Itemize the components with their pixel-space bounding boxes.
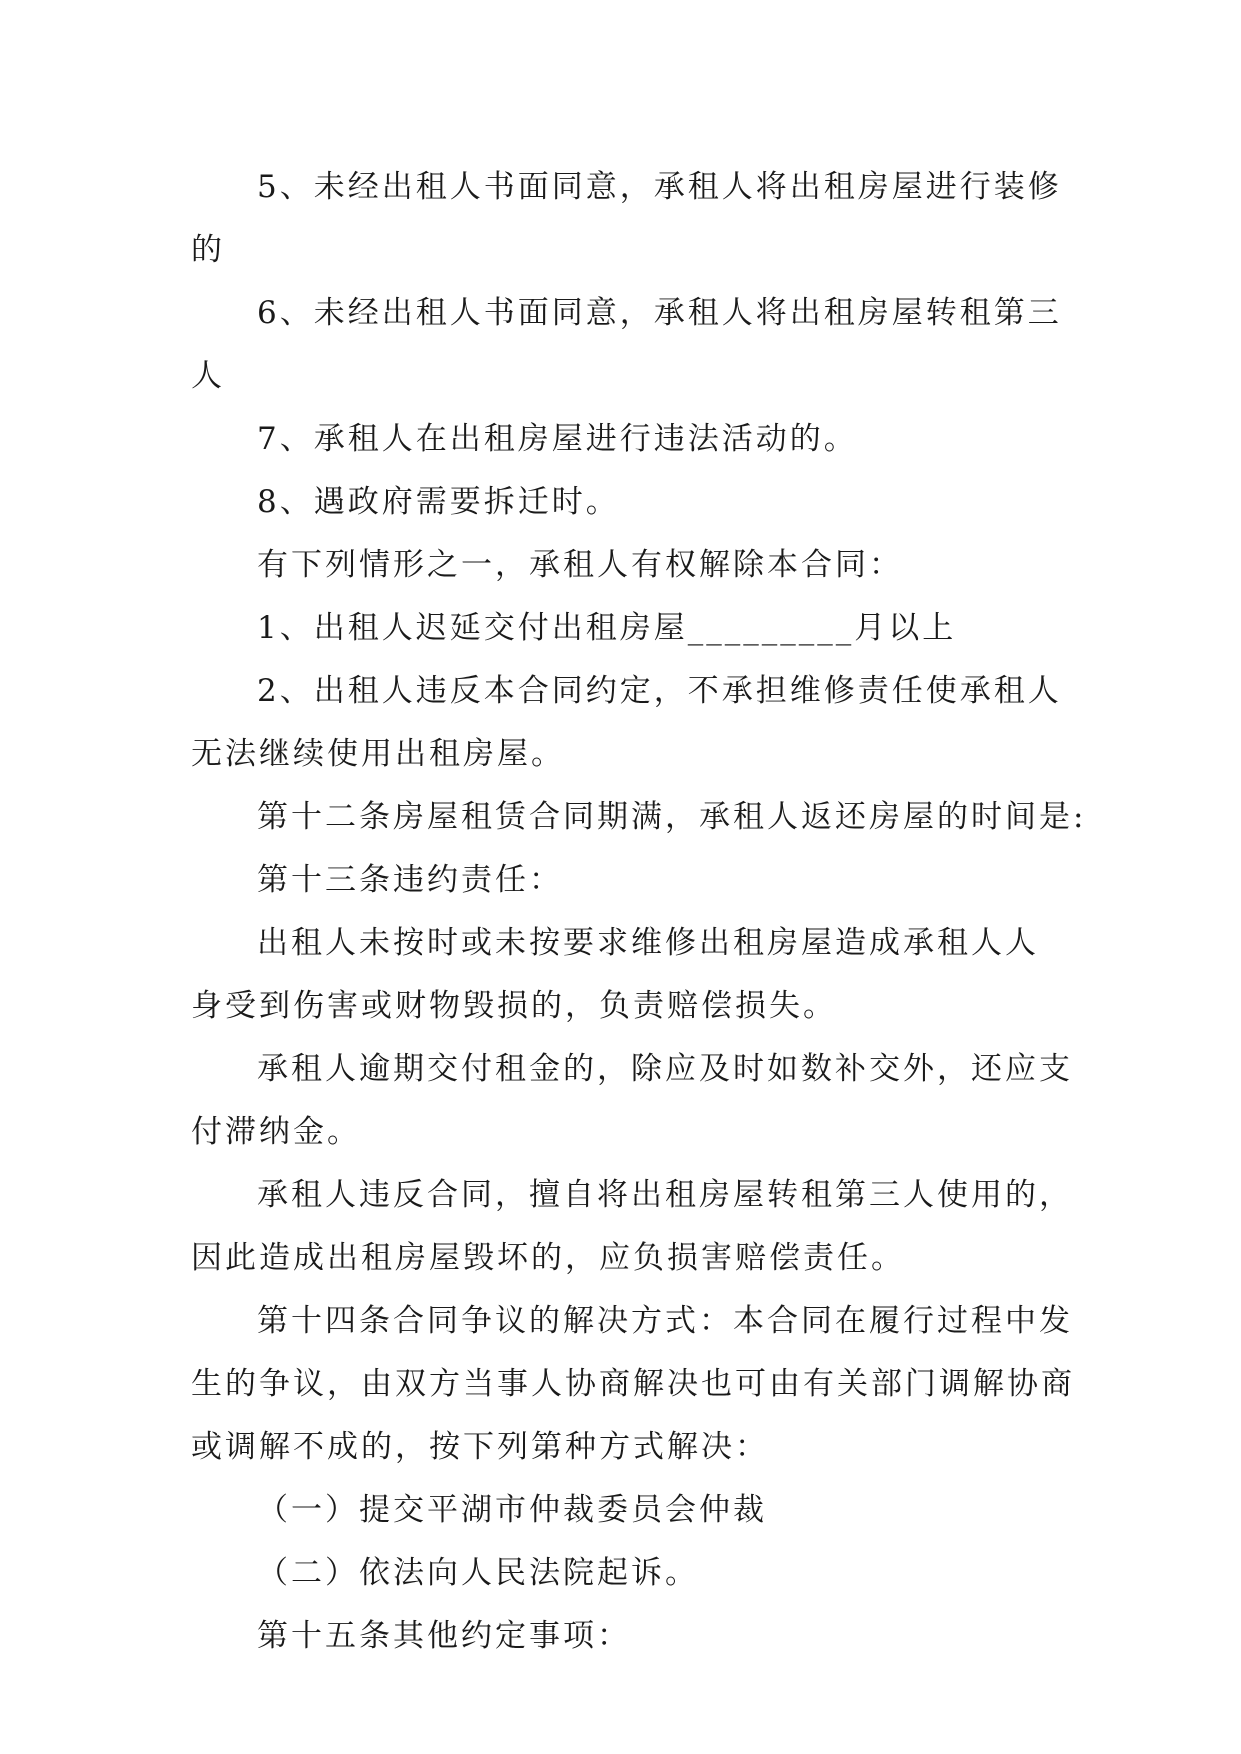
document-body bbox=[191, 156, 1087, 1668]
text-line: 第十三条违约责任： bbox=[257, 862, 563, 898]
text-line: （一）提交平湖市仲裁委员会仲裁 bbox=[257, 1492, 767, 1528]
text-line: 出租人未按时或未按要求维修出租房屋造成承租人人 bbox=[257, 925, 1039, 961]
text-line: 生的争议，由双方当事人协商解决也可由有关部门调解协商 bbox=[191, 1366, 1075, 1402]
text-line: 身受到伤害或财物毁损的，负责赔偿损失。 bbox=[191, 988, 837, 1024]
text-line: 承租人违反合同，擅自将出租房屋转租第三人使用的， bbox=[257, 1177, 1073, 1213]
text-line: 第十四条合同争议的解决方式：本合同在履行过程中发 bbox=[257, 1303, 1073, 1339]
text-line: 6、未经出租人书面同意，承租人将出租房屋转租第三 bbox=[257, 295, 1062, 331]
text-line: 付滞纳金。 bbox=[191, 1114, 361, 1150]
text-line: 5、未经出租人书面同意，承租人将出租房屋进行装修 bbox=[257, 169, 1062, 205]
text-line: 有下列情形之一，承租人有权解除本合同： bbox=[257, 547, 903, 583]
text-line: 承租人逾期交付租金的，除应及时如数补交外，还应支 bbox=[257, 1051, 1073, 1087]
text-line: （二）依法向人民法院起诉。 bbox=[257, 1555, 699, 1591]
text-line: 8、遇政府需要拆迁时。 bbox=[257, 484, 620, 520]
text-line: 人 bbox=[191, 358, 225, 394]
text-line: 第十五条其他约定事项： bbox=[257, 1618, 631, 1654]
text-line: 1、出租人迟延交付出租房屋_________月以上 bbox=[257, 610, 957, 646]
text-line: 的 bbox=[191, 232, 225, 268]
text-line: 7、承租人在出租房屋进行违法活动的。 bbox=[257, 421, 858, 457]
text-line: 2、出租人违反本合同约定，不承担维修责任使承租人 bbox=[257, 673, 1062, 709]
text-line: 无法继续使用出租房屋。 bbox=[191, 736, 565, 772]
text-line: 第十二条房屋租赁合同期满，承租人返还房屋的时间是: bbox=[257, 799, 1087, 835]
text-line: 因此造成出租房屋毁坏的，应负损害赔偿责任。 bbox=[191, 1240, 905, 1276]
text-line: 或调解不成的，按下列第种方式解决： bbox=[191, 1429, 769, 1465]
